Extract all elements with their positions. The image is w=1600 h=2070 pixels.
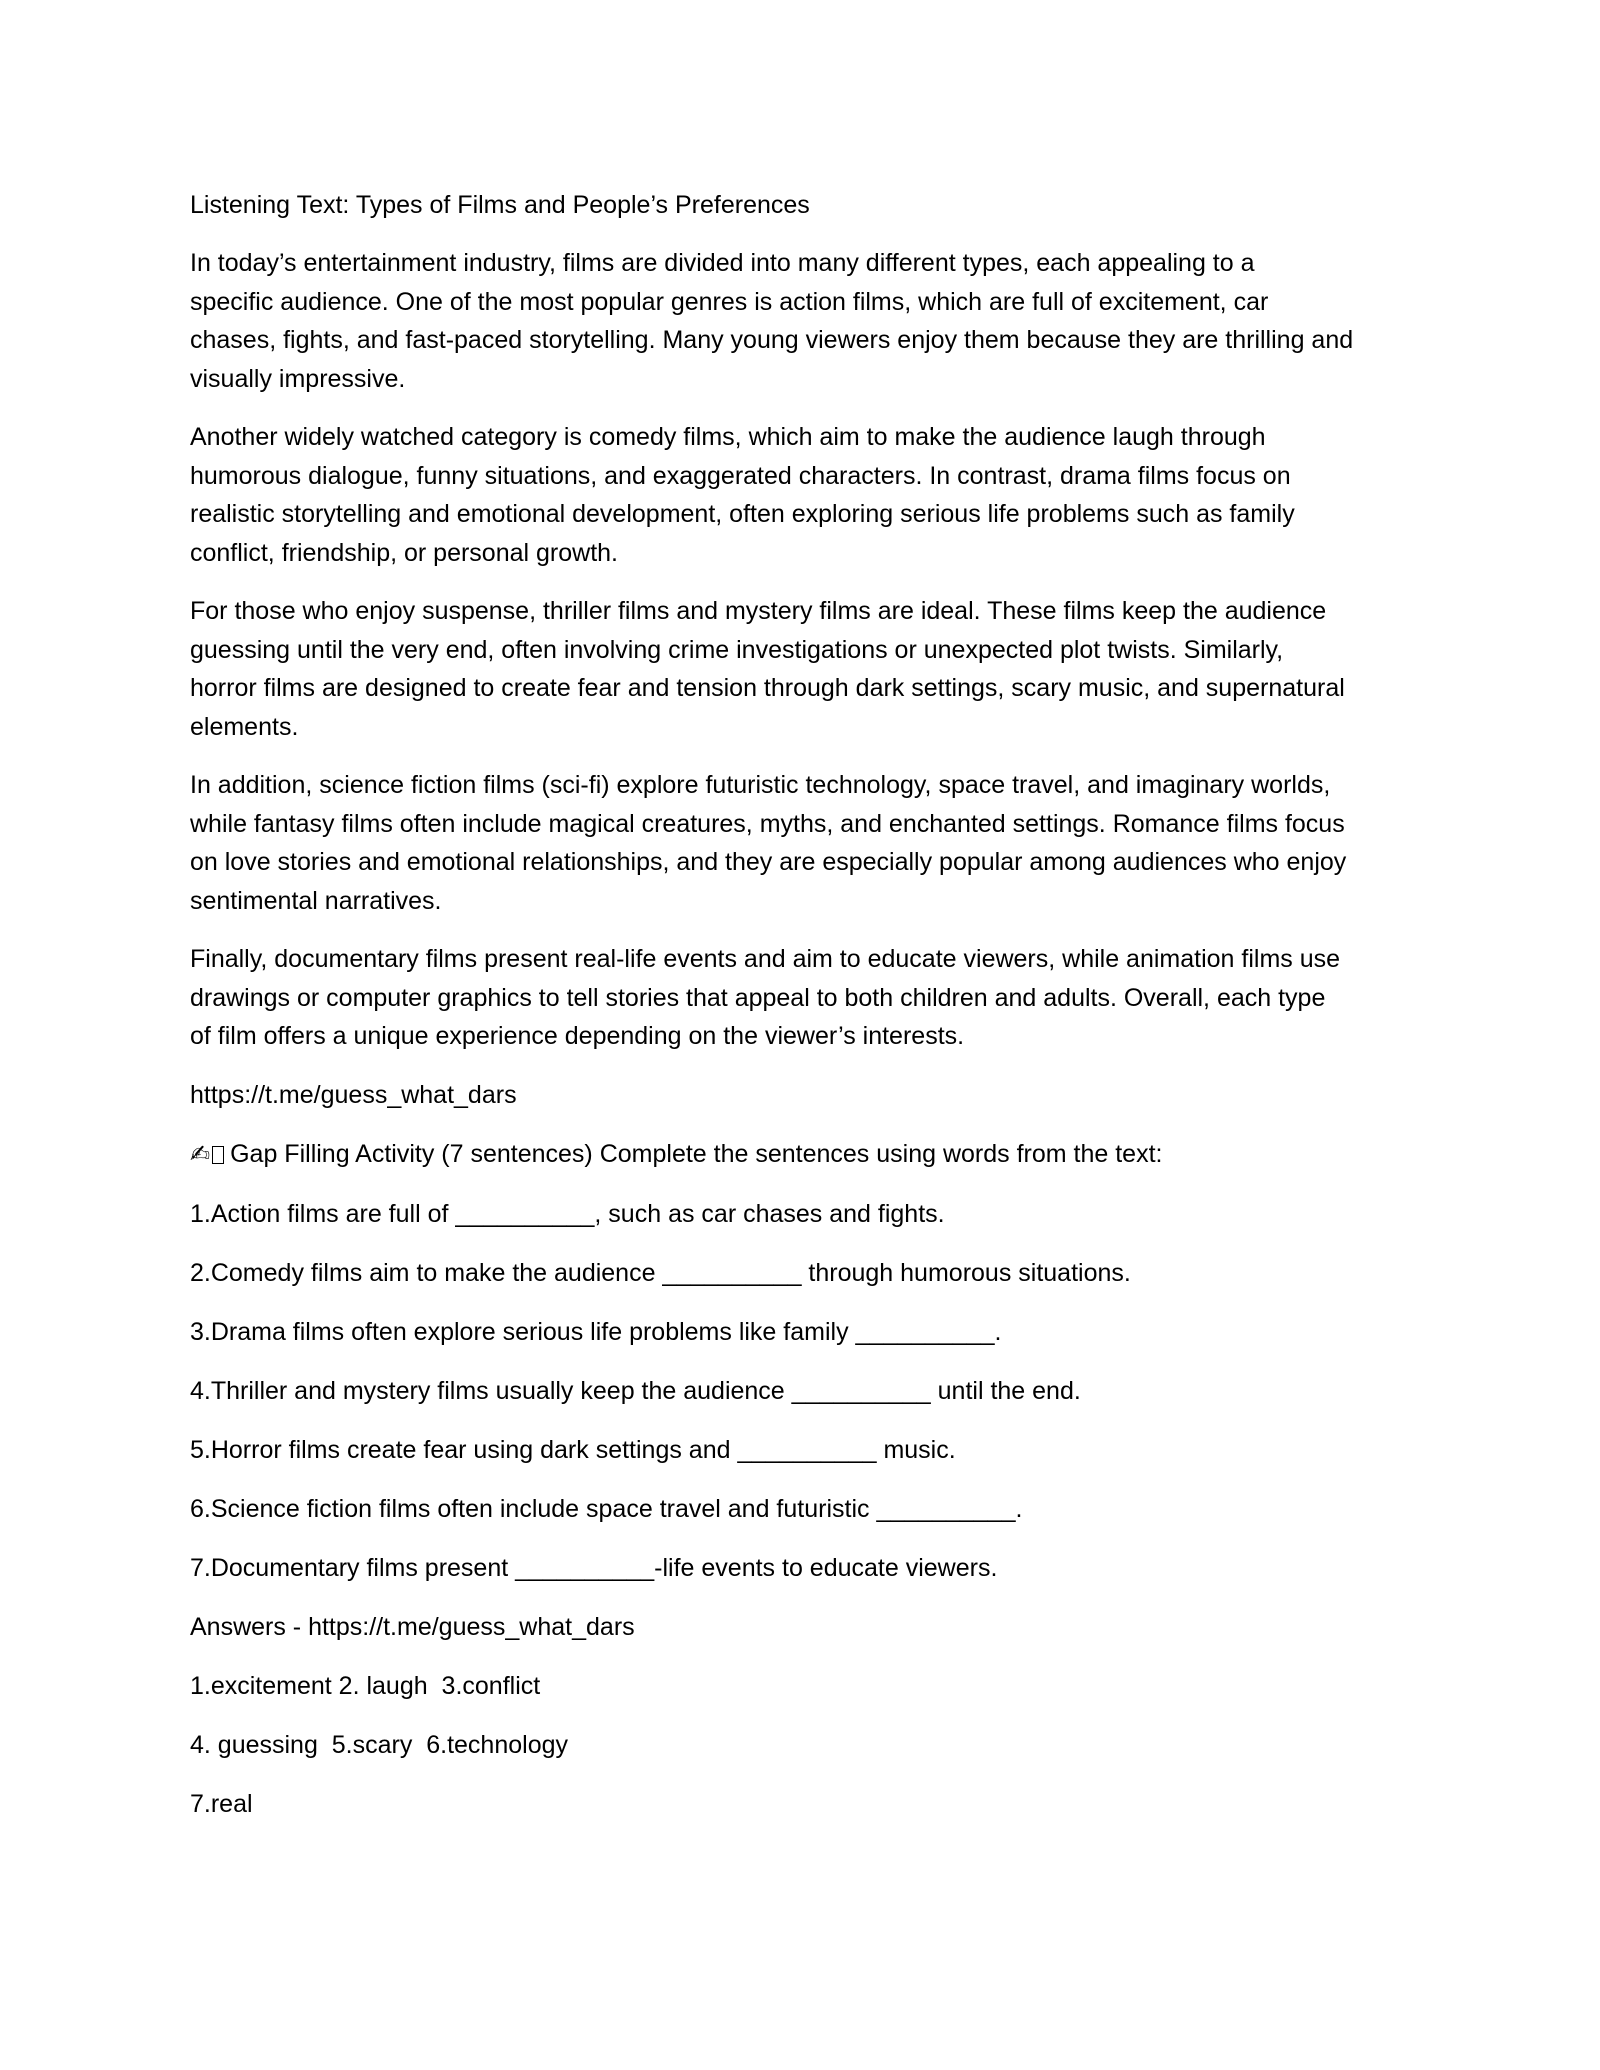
document-title: Listening Text: Types of Films and People’s Preferences [190,191,810,219]
gap-sentence-3: 3.Drama films often explore serious life problems like family __________. [190,1317,1002,1346]
paragraph-line: humorous dialogue, funny situations, and exaggerated characters. In contrast, drama films focus on [190,461,1291,490]
gap-sentence-1: 1.Action films are full of __________, such as car chases and fights. [190,1199,945,1228]
paragraph-line: guessing until the very end, often involving crime investigations or unexpected plot twists. Similarly, [190,635,1284,664]
paragraph-line: In today’s entertainment industry, films are divided into many different types, each appealing to a [190,249,1255,277]
paragraph-line: For those who enjoy suspense, thriller films and mystery films are ideal. These films keep the audience [190,597,1327,625]
gap-sentence-4: 4.Thriller and mystery films usually keep the audience __________ until the end. [190,1376,1081,1405]
answers-heading: Answers - https://t.me/guess_what_dars [190,1612,635,1641]
paragraph-line: while fantasy films often include magical creatures, myths, and enchanted settings. Romance films focus [190,809,1345,838]
missing-glyph-icon [212,1146,224,1164]
paragraph-line: conflict, friendship, or personal growth. [190,538,618,567]
document-body [190,186,1430,1844]
paragraph-line: sentimental narratives. [190,886,442,915]
answers-line-2: 4. guessing 5.scary 6.technology [190,1730,569,1759]
paragraph-line: Another widely watched category is comedy films, which aim to make the audience laugh through [190,423,1266,451]
paragraph-line: specific audience. One of the most popular genres is action films, which are full of excitement, car [190,287,1269,316]
gap-filling-heading-text: Gap Filling Activity (7 sentences) Complete the sentences using words from the text: [230,1139,1163,1168]
gap-sentence-7: 7.Documentary films present __________-life events to educate viewers. [190,1553,998,1582]
paragraph-action [190,244,1430,398]
paragraph-line: horror films are designed to create fear and tension through dark settings, scary music, and supernatural [190,674,1345,702]
paragraph-line: elements. [190,712,299,741]
paragraph-thriller-horror [190,592,1430,746]
gap-filling-heading [190,1135,1430,1174]
paragraph-line: of film offers a unique experience depending on the viewer’s interests. [190,1022,965,1050]
paragraph-line: realistic storytelling and emotional development, often exploring serious life problems such as family [190,500,1295,528]
telegram-link[interactable]: https://t.me/guess_what_dars [190,1080,517,1109]
paragraph-line: Finally, documentary films present real-life events and aim to educate viewers, while animation films use [190,945,1341,973]
paragraph-scifi-fantasy [190,766,1430,920]
paragraph-line: chases, fights, and fast-paced storytelling. Many young viewers enjoy them because they are thrilling and [190,326,1354,354]
paragraph-line: In addition, science fiction films (sci-fi) explore futuristic technology, space travel, and imaginary worlds, [190,771,1331,799]
paragraph-documentary-animation [190,940,1430,1056]
answers-line-1: 1.excitement 2. laugh 3.conflict [190,1671,541,1700]
gap-sentence-2: 2.Comedy films aim to make the audience __________ through humorous situations. [190,1258,1131,1287]
gap-sentence-6: 6.Science fiction films often include space travel and futuristic __________. [190,1494,1023,1523]
answers-line-3: 7.real [190,1789,253,1818]
paragraph-line: drawings or computer graphics to tell stories that appeal to both children and adults. Overall, each type [190,983,1326,1012]
writing-hand-icon: ✍ [190,1140,211,1168]
paragraph-comedy-drama [190,418,1430,572]
paragraph-line: on love stories and emotional relationships, and they are especially popular among audiences who enjoy [190,848,1347,876]
gap-sentence-5: 5.Horror films create fear using dark settings and __________ music. [190,1435,956,1464]
paragraph-line: visually impressive. [190,364,406,393]
